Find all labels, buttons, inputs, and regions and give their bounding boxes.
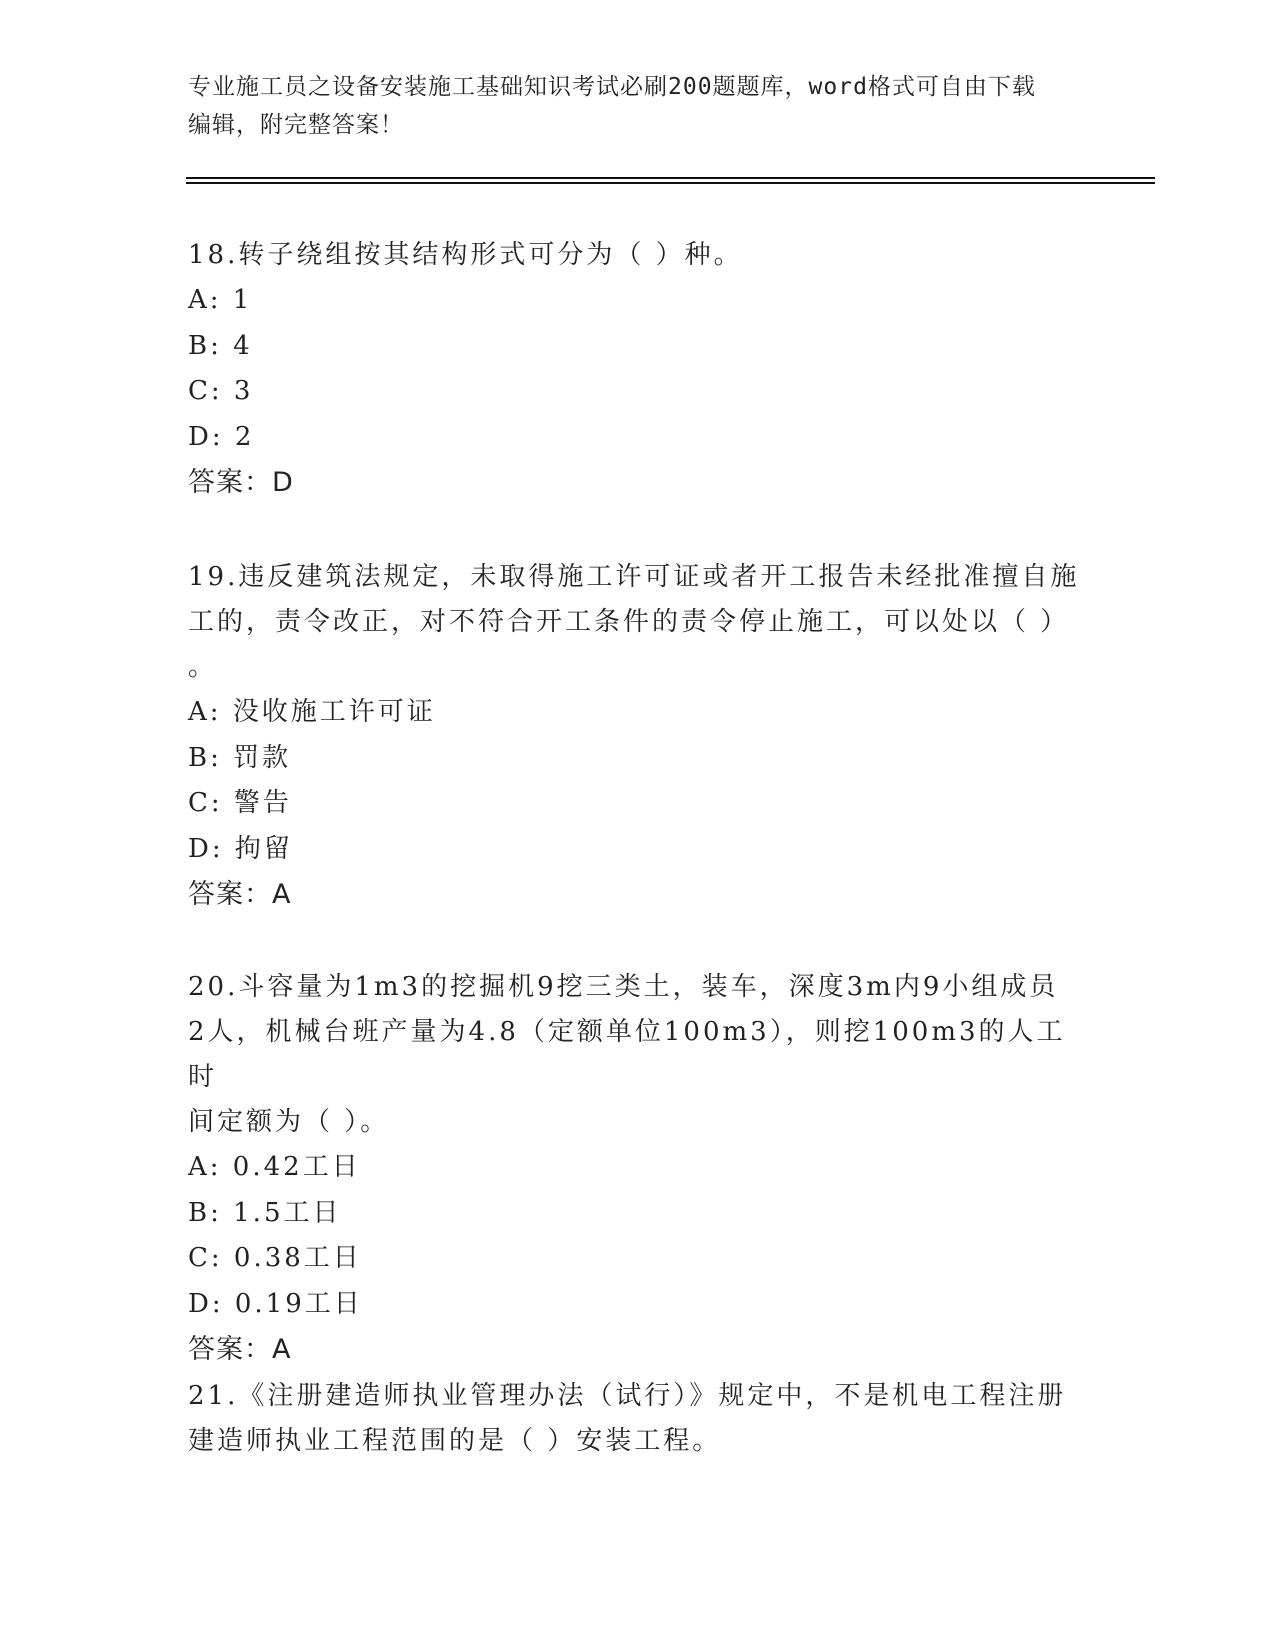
question-stem-line-2: 工的，责令改正，对不符合开工条件的责令停止施工，可以处以（ ） <box>188 607 1070 637</box>
answer: 答案：A <box>188 1334 292 1365</box>
question-20 <box>188 965 1088 1372</box>
header-divider-bottom <box>186 182 1155 184</box>
header-line-2: 编辑，附完整答案！ <box>188 112 404 138</box>
header-line-1: 专业施工员之设备安装施工基础知识考试必刷200题题库，word格式可自由下载 <box>188 74 1036 100</box>
question-19 <box>188 555 1088 917</box>
option-b: B: 1.5工日 <box>188 1197 342 1228</box>
question-stem-line-1: 21.《注册建造师执业管理办法（试行）》规定中，不是机电工程注册 <box>188 1381 1067 1411</box>
question-stem-line-2: 建造师执业工程范围的是（ ）安装工程。 <box>188 1426 722 1456</box>
option-a: A: 没收施工许可证 <box>188 697 436 727</box>
question-stem-line-1: 19.违反建筑法规定，未取得施工许可证或者开工报告未经批准擅自施 <box>188 562 1080 592</box>
question-stem-line-2: 2人，机械台班产量为4.8（定额单位100m3），则挖100m3的人工时 <box>188 1017 1066 1092</box>
option-d: D: 0.19工日 <box>188 1288 363 1319</box>
question-stem-line-1: 20.斗容量为1m3的挖掘机9挖三类土，装车，深度3m内9小组成员 <box>188 972 1059 1002</box>
answer: 答案：D <box>188 467 294 498</box>
page-header <box>188 68 1068 144</box>
question-stem-line-3: 间定额为（ ）。 <box>188 1107 390 1137</box>
option-a: A: 1 <box>188 285 253 315</box>
option-c: C: 警告 <box>188 788 292 818</box>
question-stem-line-3: 。 <box>188 652 218 682</box>
option-c: C: 3 <box>188 376 254 406</box>
question-18 <box>188 233 1088 505</box>
question-21 <box>188 1374 1088 1464</box>
option-a: A: 0.42工日 <box>188 1152 361 1182</box>
question-stem: 18.转子绕组按其结构形式可分为（ ）种。 <box>188 240 743 270</box>
option-b: B: 4 <box>188 330 253 361</box>
option-d: D: 拘留 <box>188 833 293 864</box>
option-d: D: 2 <box>188 421 255 452</box>
option-b: B: 罚款 <box>188 742 292 773</box>
option-c: C: 0.38工日 <box>188 1243 362 1273</box>
header-divider-top <box>186 177 1155 179</box>
answer: 答案：A <box>188 879 292 910</box>
